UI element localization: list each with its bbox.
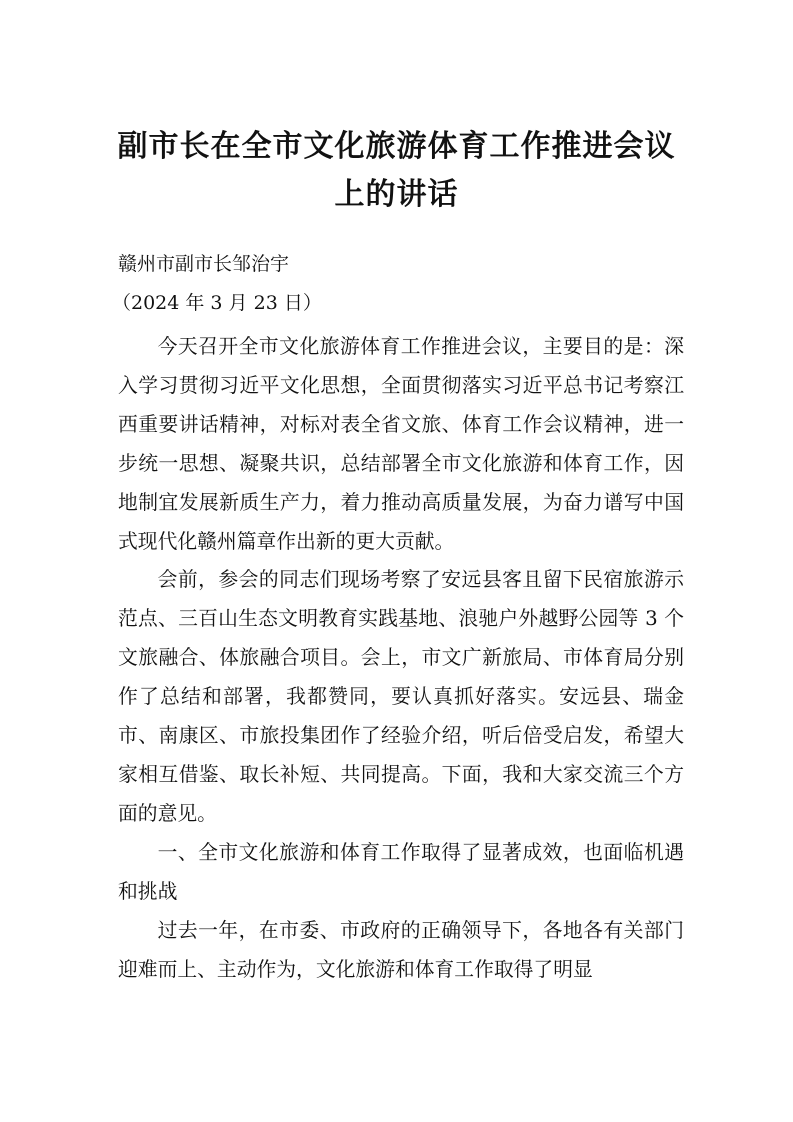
speech-body (118, 328, 684, 989)
speaker-name: 赣州市副市长邹治宇 (118, 253, 290, 275)
paragraph-intro: 今天召开全市文化旅游体育工作推进会议，主要目的是：深入学习贯彻习近平文化思想，全面贯彻落实习近平总书记考察江西重要讲话精神，对标对表全省文旅、体育工作会议精神，进一步统一思想、凝聚共识，总结部署全市文化旅游和体育工作，因地制宜发展新质生产力，着力推动高质量发展，为奋力谱写中国式现代化赣州篇章作出新的更大贡献。 (118, 335, 684, 553)
document-title-line-2: 上的讲话 (334, 177, 459, 212)
section-heading-1: 一、全市文化旅游和体育工作取得了显著成效，也面临机遇和挑战 (118, 840, 684, 903)
paragraph-review: 过去一年，在市委、市政府的正确领导下，各地各有关部门迎难而上、主动作为，文化旅游和体育工作取得了明显 (118, 918, 684, 981)
paragraph-context: 会前，参会的同志们现场考察了安远县客且留下民宿旅游示范点、三百山生态文明教育实践基地、浪驰户外越野公园等 3 个文旅融合、体旅融合项目。会上，市文广新旅局、市体育局分别作了总结和部署，我都赞同，要认真抓好落实。安远县、瑞金市、南康区、市旅投集团作了经验介绍，听后倍受启发，希望大家相互借鉴、取长补短、共同提高。下面，我和大家交流三个方面的意见。 (118, 568, 684, 825)
document-title-line-1: 副市长在全市文化旅游体育工作推进会议 (117, 129, 676, 164)
speech-date: （2024 年 3 月 23 日） (112, 292, 322, 314)
